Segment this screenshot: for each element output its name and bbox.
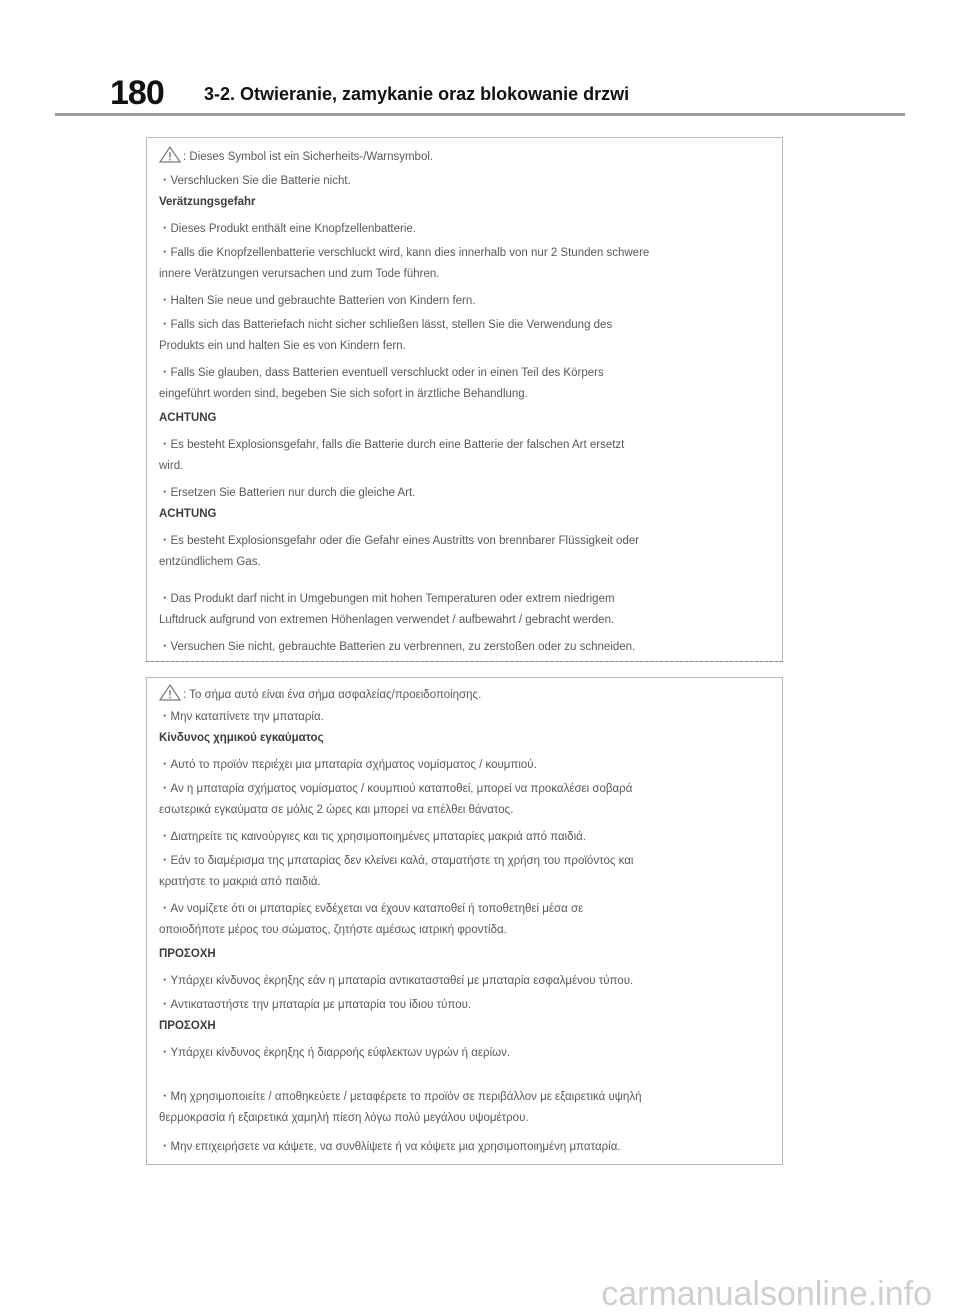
- greek-text-line: θερμοκρασία ή εξαιρετικά χαμηλή πίεση λόγω πολύ μεγάλου υψομέτρου.: [159, 1112, 529, 1124]
- german-heading: Verätzungsgefahr: [159, 196, 256, 208]
- greek-text-line: οποιοδήποτε μέρος του σώματος, ζητήστε αμέσως ιατρική φροντίδα.: [159, 924, 507, 936]
- greek-heading: Κίνδυνος χημικού εγκαύματος: [159, 732, 324, 744]
- greek-text-line: ・Υπάρχει κίνδυνος έκρηξης εάν η μπαταρία αντικατασταθεί με μπαταρία εσφαλμένου τύπου.: [159, 975, 634, 987]
- greek-warning-box: [146, 677, 783, 1165]
- box-divider: [146, 661, 783, 662]
- german-heading: ACHTUNG: [159, 508, 217, 520]
- german-text-line: innere Verätzungen verursachen und zum Tode führen.: [159, 268, 440, 280]
- german-text-line: entzündlichem Gas.: [159, 556, 261, 568]
- german-heading: ACHTUNG: [159, 412, 217, 424]
- warning-triangle-icon: [159, 684, 181, 701]
- german-symbol-line: [159, 146, 433, 163]
- page-header: [0, 0, 960, 120]
- german-text-line: ・Halten Sie neue und gebrauchte Batterien von Kindern fern.: [159, 295, 476, 307]
- greek-text-line: ・Μην καταπίνετε την μπαταρία.: [159, 711, 324, 723]
- german-text-line: ・Dieses Produkt enthält eine Knopfzellenbatterie.: [159, 223, 416, 235]
- german-text-line: ・Ersetzen Sie Batterien nur durch die gleiche Art.: [159, 487, 416, 499]
- german-text-line: Luftdruck aufgrund von extremen Höhenlagen verwendet / aufbewahrt / gebracht werden.: [159, 614, 615, 626]
- german-text-line: ・Es besteht Explosionsgefahr oder die Gefahr eines Austritts von brennbarer Flüssigkeit oder: [159, 535, 640, 547]
- greek-heading: ΠΡΟΣΟΧΗ: [159, 948, 216, 960]
- greek-text-line: ・Αν νομίζετε ότι οι μπαταρίες ενδέχεται να έχουν καταποθεί ή τοποθετηθεί μέσα σε: [159, 903, 584, 915]
- greek-text-line: ・Μη χρησιμοποιείτε / αποθηκεύετε / μεταφέρετε το προϊόν σε περιβάλλον με εξαιρετικά υψηλή: [159, 1091, 642, 1103]
- german-text-line: ・Falls sich das Batteriefach nicht sicher schließen lässt, stellen Sie die Verwendung des: [159, 319, 613, 331]
- greek-heading: ΠΡΟΣΟΧΗ: [159, 1020, 216, 1032]
- greek-text-line: ・Εάν το διαμέρισμα της μπαταρίας δεν κλείνει καλά, σταματήστε τη χρήση του προϊόντος και: [159, 855, 634, 867]
- german-text-line: ・Verschlucken Sie die Batterie nicht.: [159, 175, 351, 187]
- german-text-line: eingeführt worden sind, begeben Sie sich sofort in ärztliche Behandlung.: [159, 388, 528, 400]
- greek-text-line: ・Διατηρείτε τις καινούργιες και τις χρησιμοποιημένες μπαταρίες μακριά από παιδιά.: [159, 831, 586, 843]
- german-text-line: ・Falls die Knopfzellenbatterie verschluckt wird, kann dies innerhalb von nur 2 Stunden schwere: [159, 247, 650, 259]
- greek-text-line: ・Υπάρχει κίνδυνος έκρηξης ή διαρροής εύφλεκτων υγρών ή αερίων.: [159, 1047, 511, 1059]
- page-number: 180: [110, 74, 164, 112]
- greek-text-line: ・Αυτό το προϊόν περιέχει μια μπαταρία σχήματος νομίσματος / κουμπιού.: [159, 759, 537, 771]
- section-title: 3-2. Otwieranie, zamykanie oraz blokowanie drzwi: [204, 84, 630, 104]
- german-text-line: ・Versuchen Sie nicht, gebrauchte Batterien zu verbrennen, zu zerstoßen oder zu schneiden.: [159, 641, 636, 653]
- greek-symbol-line: [159, 684, 481, 701]
- warning-triangle-icon: [159, 146, 181, 163]
- greek-text-line: ・Αν η μπαταρία σχήματος νομίσματος / κουμπιού καταποθεί, μπορεί να προκαλέσει σοβαρά: [159, 783, 633, 795]
- german-text-line: ・Es besteht Explosionsgefahr, falls die Batterie durch eine Batterie der falschen Art ersetzt: [159, 439, 625, 451]
- german-text-line: ・Das Produkt darf nicht in Umgebungen mit hohen Temperaturen oder extrem niedrigem: [159, 593, 615, 605]
- german-warning-box: [146, 137, 783, 662]
- greek-text-line: εσωτερικά εγκαύματα σε μόλις 2 ώρες και μπορεί να επέλθει θάνατος.: [159, 804, 514, 816]
- watermark: carmanualsonline.info: [601, 1275, 932, 1313]
- greek-symbol-text: : Το σήμα αυτό είναι ένα σήμα ασφαλείας/προειδοποίησης.: [183, 689, 482, 701]
- german-symbol-text: : Dieses Symbol ist ein Sicherheits-/Warnsymbol.: [183, 151, 434, 163]
- header-rule: [55, 113, 905, 116]
- greek-text-line: κρατήστε το μακριά από παιδιά.: [159, 876, 321, 888]
- german-text-line: ・Falls Sie glauben, dass Batterien eventuell verschluckt oder in einen Teil des Körpers: [159, 367, 604, 379]
- greek-text-line: ・Αντικαταστήστε την μπαταρία με μπαταρία του ίδιου τύπου.: [159, 999, 472, 1011]
- german-text-line: Produkts ein und halten Sie es von Kindern fern.: [159, 340, 406, 352]
- greek-text-line: ・Μην επιχειρήσετε να κάψετε, να συνθλίψετε ή να κόψετε μια χρησιμοποιημένη μπαταρία.: [159, 1141, 621, 1153]
- german-text-line: wird.: [159, 460, 184, 472]
